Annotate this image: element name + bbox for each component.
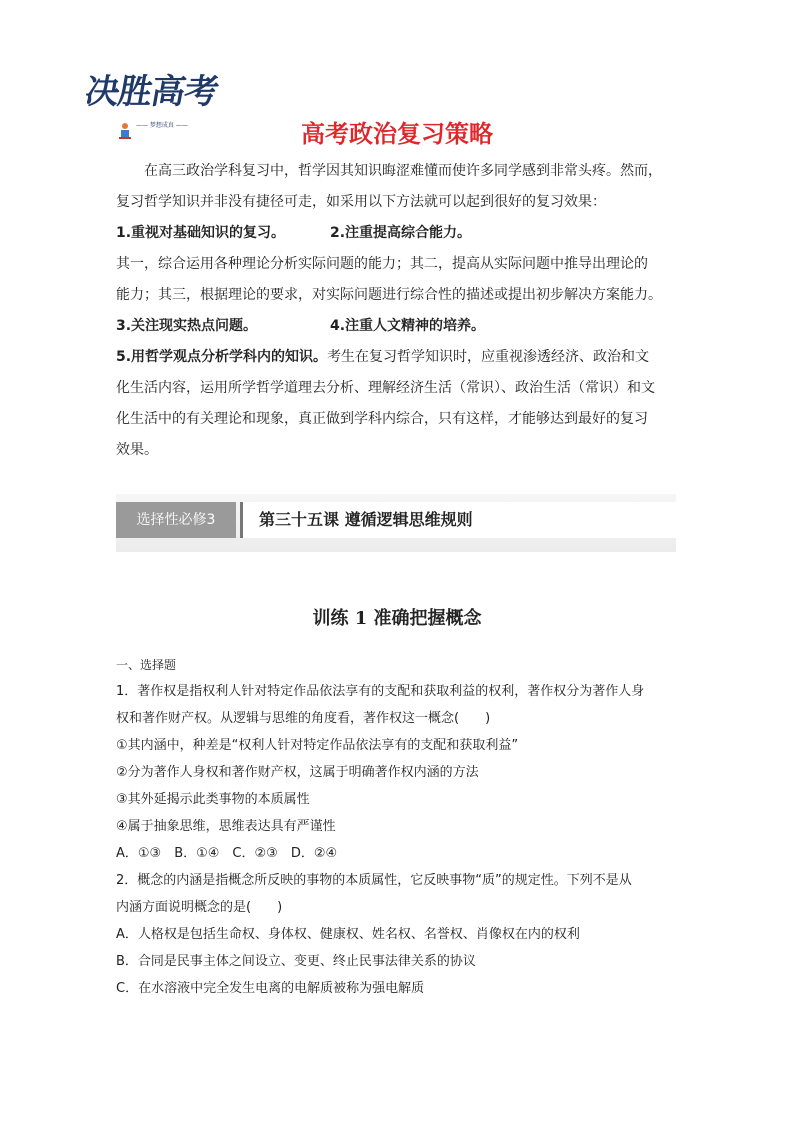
logo-title: 决胜高考 [81, 72, 221, 112]
question-line: 内涵方面说明概念的是( ) [116, 900, 283, 915]
ability-line: 能力；其三，根据理论的要求，对实际问题进行综合性的描述或提出初步解决方案能力。 [116, 287, 662, 303]
strategy-item-5-text: 效果。 [116, 442, 158, 458]
question-line: C．在水溶液中完全发生电离的电解质被称为强电解质 [116, 981, 425, 996]
question-line: 权和著作财产权。从逻辑与思维的角度看，著作权这一概念( ) [116, 711, 491, 726]
question-line: A．①③ B．①④ C．②③ D．②④ [116, 846, 338, 861]
question-line: 1．著作权是指权利人针对特定作品依法享有的支配和获取利益的权利，著作权分为著作人身 [116, 684, 645, 699]
banner-lesson-box [240, 502, 679, 538]
strategy-item-5-text: 化生活内容，运用所学哲学道理去分析、理解经济生活（常识）、政治生活（常识）和文 [116, 380, 655, 396]
question-line: 2．概念的内涵是指概念所反映的事物的本质属性，它反映事物“质”的规定性。下列不是从 [116, 873, 632, 888]
lesson-banner [116, 494, 676, 552]
question-line: ③其外延揭示此类事物的本质属性 [116, 792, 310, 807]
strategy-item-1: 1.重视对基础知识的复习。 [116, 225, 286, 241]
question-line: A．人格权是包括生命权、身体权、健康权、姓名权、名誉权、肖像权在内的权利 [116, 927, 580, 942]
intro-line: 在高三政治学科复习中，哲学因其知识晦涩难懂而使许多同学感到非常头疼。然而， [116, 163, 662, 179]
ability-line: 其一，综合运用各种理论分析实际问题的能力；其二，提高从实际问题中推导出理论的 [116, 256, 648, 272]
question-line: ②分为著作人身权和著作财产权，这属于明确著作权内涵的方法 [116, 765, 479, 780]
strategy-item-2: 2.注重提高综合能力。 [330, 225, 472, 241]
training-title: 训练 1 准确把握概念 [312, 608, 482, 629]
strategy-item-5-text: 化生活中的有关理论和现象，真正做到学科内综合，只有这样，才能够达到最好的复习 [116, 411, 648, 427]
banner-lesson-title: 第三十五课 遵循逻辑思维规则 [259, 510, 473, 529]
strategy-item-5: 5.用哲学观点分析学科内的知识。 [116, 349, 328, 365]
banner-tag: 选择性必修3 [116, 502, 236, 538]
question-list [116, 678, 678, 1002]
question-line: B．合同是民事主体之间设立、变更、终止民事法律关系的协议 [116, 954, 476, 969]
section-label: 一、选择题 [116, 658, 177, 672]
question-line: ①其内涵中，种差是“权利人针对特定作品依法享有的支配和获取利益” [116, 738, 519, 753]
strategy-item-3: 3.关注现实热点问题。 [116, 318, 258, 334]
strategy-list [116, 218, 678, 466]
intro-line: 复习哲学知识并非没有捷径可走，如采用以下方法就可以起到很好的复习效果： [116, 194, 606, 210]
strategy-item-5-text: 考生在复习哲学知识时，应重视渗透经济、政治和文 [327, 349, 650, 365]
document-title: 高考政治复习策略 [301, 120, 493, 148]
logo-tagline: —— 梦想成真 —— [136, 122, 188, 129]
intro-paragraph [116, 156, 678, 218]
strategy-item-4: 4.注重人文精神的培养。 [330, 318, 486, 334]
question-line: ④属于抽象思维，思维表达具有严谨性 [116, 819, 336, 834]
